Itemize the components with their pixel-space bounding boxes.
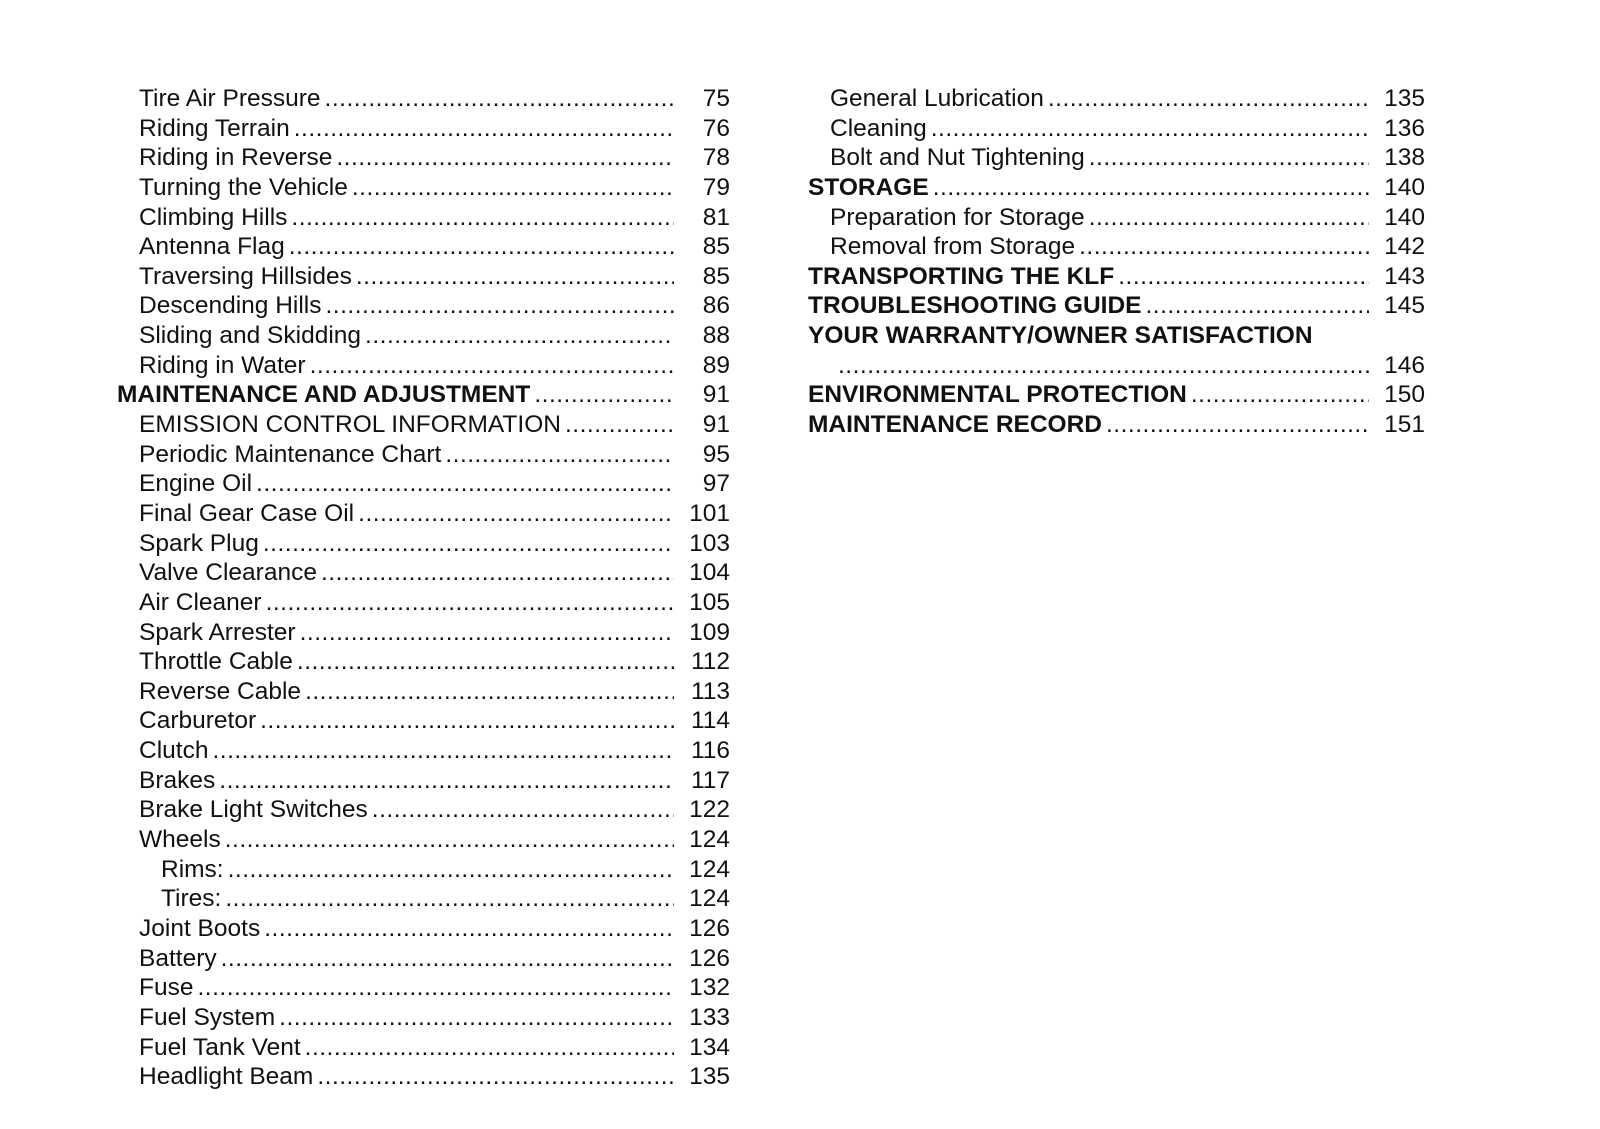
dot-leader bbox=[352, 173, 674, 203]
toc-entry[interactable] bbox=[808, 380, 1425, 410]
toc-entry[interactable] bbox=[117, 914, 730, 944]
toc-entry[interactable] bbox=[808, 203, 1425, 233]
toc-page-number: 133 bbox=[689, 1003, 730, 1031]
toc-entry-title: Periodic Maintenance Chart bbox=[139, 440, 442, 468]
toc-entry[interactable] bbox=[808, 143, 1425, 173]
toc-entry-title: Wheels bbox=[139, 826, 221, 854]
dot-leader bbox=[358, 499, 674, 529]
toc-entry[interactable] bbox=[117, 1033, 730, 1063]
dot-leader bbox=[1118, 262, 1369, 292]
dot-leader bbox=[310, 351, 674, 381]
toc-entry-title: Turning the Vehicle bbox=[139, 173, 348, 201]
dot-leader bbox=[1191, 380, 1369, 410]
toc-entry[interactable] bbox=[117, 440, 730, 470]
dot-leader bbox=[294, 114, 674, 144]
toc-right-column bbox=[808, 84, 1425, 440]
toc-page-number: 91 bbox=[702, 381, 730, 409]
dot-leader bbox=[1089, 203, 1369, 233]
toc-page-number: 91 bbox=[702, 411, 730, 439]
toc-page-number: 76 bbox=[702, 114, 730, 142]
toc-entry[interactable] bbox=[808, 232, 1425, 262]
toc-entry-title: ENVIRONMENTAL PROTECTION bbox=[808, 381, 1187, 409]
dot-leader bbox=[838, 351, 1369, 381]
toc-entry-title: Spark Arrester bbox=[139, 618, 296, 646]
dot-leader bbox=[1145, 291, 1369, 321]
dot-leader bbox=[325, 84, 674, 114]
toc-entry[interactable] bbox=[117, 766, 730, 796]
dot-leader bbox=[289, 232, 674, 262]
toc-page-number: 86 bbox=[702, 292, 730, 320]
dot-leader bbox=[305, 1033, 674, 1063]
toc-page-number: 124 bbox=[689, 855, 730, 883]
toc-entry[interactable] bbox=[117, 321, 730, 351]
dot-leader bbox=[1079, 232, 1369, 262]
toc-entry[interactable] bbox=[117, 232, 730, 262]
toc-entry[interactable] bbox=[117, 706, 730, 736]
toc-page-number: 81 bbox=[702, 203, 730, 231]
dot-leader bbox=[197, 973, 674, 1003]
toc-page-number: 113 bbox=[690, 677, 730, 705]
dot-leader bbox=[266, 588, 674, 618]
toc-entry-title: Spark Plug bbox=[139, 529, 259, 557]
toc-entry-title: Riding Terrain bbox=[139, 114, 290, 142]
dot-leader bbox=[356, 262, 674, 292]
toc-entry-title: Sliding and Skidding bbox=[139, 322, 362, 350]
toc-page-number: 138 bbox=[1384, 144, 1425, 172]
toc-entry-title: Carburetor bbox=[139, 707, 257, 735]
toc-entry-title: Final Gear Case Oil bbox=[139, 499, 355, 527]
dot-leader bbox=[260, 706, 674, 736]
toc-entry[interactable] bbox=[808, 114, 1425, 144]
toc-page-number: 103 bbox=[689, 529, 730, 557]
toc-entry-title: Valve Clearance bbox=[139, 559, 317, 587]
toc-entry-title: Throttle Cable bbox=[139, 648, 293, 676]
toc-entry-title: Traversing Hillsides bbox=[139, 262, 352, 290]
toc-page-number: 104 bbox=[689, 559, 730, 587]
toc-entry[interactable] bbox=[117, 884, 730, 914]
toc-entry-title: Tires: bbox=[161, 885, 222, 913]
toc-entry-title: Antenna Flag bbox=[139, 233, 285, 261]
toc-page-number: 140 bbox=[1384, 173, 1425, 201]
toc-entry[interactable] bbox=[117, 114, 730, 144]
toc-page-number: 95 bbox=[702, 440, 730, 468]
toc-page-number: 85 bbox=[702, 233, 730, 261]
toc-entry-title: Rims: bbox=[161, 855, 224, 883]
toc-entry-title: Joint Boots bbox=[139, 914, 261, 942]
toc-page-number: 112 bbox=[690, 648, 730, 676]
toc-entry-title: Bolt and Nut Tightening bbox=[830, 144, 1085, 172]
toc-page-number: 145 bbox=[1384, 292, 1425, 320]
toc-entry-title: EMISSION CONTROL INFORMATION bbox=[139, 411, 561, 439]
toc-page-number: 97 bbox=[702, 470, 730, 498]
toc-entry-title: Cleaning bbox=[830, 114, 927, 142]
dot-leader bbox=[933, 173, 1369, 203]
toc-entry[interactable] bbox=[808, 84, 1425, 114]
toc-page-number: 124 bbox=[689, 885, 730, 913]
toc-page-number: 146 bbox=[1384, 351, 1425, 379]
toc-entry[interactable] bbox=[117, 795, 730, 825]
dot-leader bbox=[279, 1003, 674, 1033]
toc-entry[interactable] bbox=[117, 944, 730, 974]
toc-entry[interactable] bbox=[117, 677, 730, 707]
toc-entry-title: YOUR WARRANTY/OWNER SATISFACTION bbox=[808, 322, 1313, 350]
toc-entry-title: Climbing Hills bbox=[139, 203, 288, 231]
toc-page-number: 116 bbox=[690, 737, 730, 765]
toc-page-number: 114 bbox=[690, 707, 730, 735]
dot-leader bbox=[336, 143, 674, 173]
toc-entry[interactable] bbox=[117, 1062, 730, 1092]
dot-leader bbox=[221, 944, 674, 974]
dot-leader bbox=[365, 321, 674, 351]
toc-entry[interactable] bbox=[117, 973, 730, 1003]
toc-page-number: 89 bbox=[702, 351, 730, 379]
toc-page-number: 135 bbox=[689, 1063, 730, 1091]
dot-leader bbox=[534, 380, 674, 410]
dot-leader bbox=[228, 855, 674, 885]
toc-entry[interactable] bbox=[808, 410, 1425, 440]
toc-entry-title: General Lubrication bbox=[830, 85, 1044, 112]
toc-entry[interactable] bbox=[117, 558, 730, 588]
toc-entry[interactable] bbox=[117, 855, 730, 885]
toc-page-number: 142 bbox=[1384, 233, 1425, 261]
dot-leader bbox=[300, 618, 674, 648]
toc-entry[interactable] bbox=[117, 262, 730, 292]
toc-entry-title: Descending Hills bbox=[139, 292, 322, 320]
toc-entry[interactable] bbox=[117, 736, 730, 766]
toc-entry-title: STORAGE bbox=[808, 173, 929, 201]
toc-page-number: 124 bbox=[689, 826, 730, 854]
dot-leader bbox=[219, 766, 674, 796]
toc-page-number: 122 bbox=[689, 796, 730, 824]
toc-entry-title: Tire Air Pressure bbox=[139, 85, 321, 112]
toc-entry[interactable] bbox=[117, 380, 730, 410]
toc-page-number: 151 bbox=[1384, 411, 1425, 439]
toc-page-number: 143 bbox=[1384, 262, 1425, 290]
toc-page-number: 136 bbox=[1384, 114, 1425, 142]
dot-leader bbox=[565, 410, 674, 440]
dot-leader bbox=[264, 914, 674, 944]
toc-entry-title: MAINTENANCE RECORD bbox=[808, 411, 1102, 439]
toc-page-number: 126 bbox=[689, 944, 730, 972]
dot-leader bbox=[212, 736, 674, 766]
toc-entry[interactable] bbox=[808, 351, 1425, 381]
dot-leader bbox=[297, 647, 674, 677]
dot-leader bbox=[321, 558, 674, 588]
toc-page-number: 79 bbox=[702, 173, 730, 201]
toc-entry[interactable] bbox=[117, 203, 730, 233]
toc-entry[interactable] bbox=[117, 1003, 730, 1033]
dot-leader bbox=[1106, 410, 1369, 440]
dot-leader bbox=[291, 203, 674, 233]
dot-leader bbox=[931, 114, 1369, 144]
toc-entry-title: MAINTENANCE AND ADJUSTMENT bbox=[117, 381, 531, 409]
toc-page-number: 101 bbox=[689, 499, 730, 527]
dot-leader bbox=[325, 291, 674, 321]
dot-leader bbox=[225, 884, 674, 914]
toc-entry-title: Air Cleaner bbox=[139, 588, 262, 616]
toc-page-number: 135 bbox=[1384, 85, 1425, 112]
toc-entry-title: Riding in Reverse bbox=[139, 144, 333, 172]
toc-entry-title: Clutch bbox=[139, 737, 209, 765]
toc-page-number: 132 bbox=[689, 974, 730, 1002]
toc-page-number: 75 bbox=[702, 85, 730, 112]
dot-leader bbox=[1089, 143, 1369, 173]
toc-page-number: 78 bbox=[702, 144, 730, 172]
toc-entry[interactable] bbox=[117, 588, 730, 618]
toc-entry[interactable] bbox=[117, 647, 730, 677]
dot-leader bbox=[372, 795, 674, 825]
dot-leader bbox=[263, 529, 674, 559]
toc-entry[interactable] bbox=[117, 143, 730, 173]
toc-entry-title: Reverse Cable bbox=[139, 677, 302, 705]
toc-entry[interactable] bbox=[117, 469, 730, 499]
toc-page-number: 109 bbox=[689, 618, 730, 646]
dot-leader bbox=[1048, 84, 1369, 114]
toc-entry[interactable] bbox=[808, 173, 1425, 203]
toc-entry-title: Removal from Storage bbox=[830, 233, 1076, 261]
toc-page-number: 150 bbox=[1384, 381, 1425, 409]
toc-page-number: 105 bbox=[689, 588, 730, 616]
toc-entry[interactable] bbox=[117, 173, 730, 203]
toc-entry[interactable] bbox=[117, 529, 730, 559]
toc-entry-title: Fuse bbox=[139, 974, 194, 1002]
toc-entry[interactable] bbox=[117, 499, 730, 529]
toc-entry-title: Riding in Water bbox=[139, 351, 306, 379]
toc-entry-title: TRANSPORTING THE KLF bbox=[808, 262, 1115, 290]
toc-page-number: 85 bbox=[702, 262, 730, 290]
toc-entry[interactable] bbox=[117, 618, 730, 648]
toc-entry[interactable] bbox=[808, 291, 1425, 321]
toc-entry-title: Brake Light Switches bbox=[139, 796, 368, 824]
toc-left-column bbox=[117, 84, 730, 1092]
toc-entry-title: Preparation for Storage bbox=[830, 203, 1085, 231]
toc-entry-title: Headlight Beam bbox=[139, 1063, 314, 1091]
toc-entry[interactable] bbox=[117, 291, 730, 321]
toc-entry[interactable] bbox=[808, 262, 1425, 292]
toc-entry-title: TROUBLESHOOTING GUIDE bbox=[808, 292, 1142, 320]
toc-entry[interactable] bbox=[808, 321, 1425, 351]
toc-entry[interactable] bbox=[117, 84, 730, 114]
dot-leader bbox=[256, 469, 674, 499]
dot-leader bbox=[225, 825, 674, 855]
dot-leader bbox=[305, 677, 674, 707]
toc-entry[interactable] bbox=[117, 410, 730, 440]
toc-page-number: 88 bbox=[702, 322, 730, 350]
toc-page-number: 126 bbox=[689, 914, 730, 942]
toc-page-number: 134 bbox=[689, 1033, 730, 1061]
toc-entry[interactable] bbox=[117, 351, 730, 381]
toc-page-number: 140 bbox=[1384, 203, 1425, 231]
toc-page-number: 117 bbox=[690, 766, 730, 794]
toc-entry-title: Engine Oil bbox=[139, 470, 253, 498]
toc-entry-title: Battery bbox=[139, 944, 217, 972]
toc-entry-title: Brakes bbox=[139, 766, 216, 794]
dot-leader bbox=[445, 440, 674, 470]
toc-entry[interactable] bbox=[117, 825, 730, 855]
toc-entry-title: Fuel System bbox=[139, 1003, 276, 1031]
toc-entry-title: Fuel Tank Vent bbox=[139, 1033, 301, 1061]
dot-leader bbox=[317, 1062, 674, 1092]
